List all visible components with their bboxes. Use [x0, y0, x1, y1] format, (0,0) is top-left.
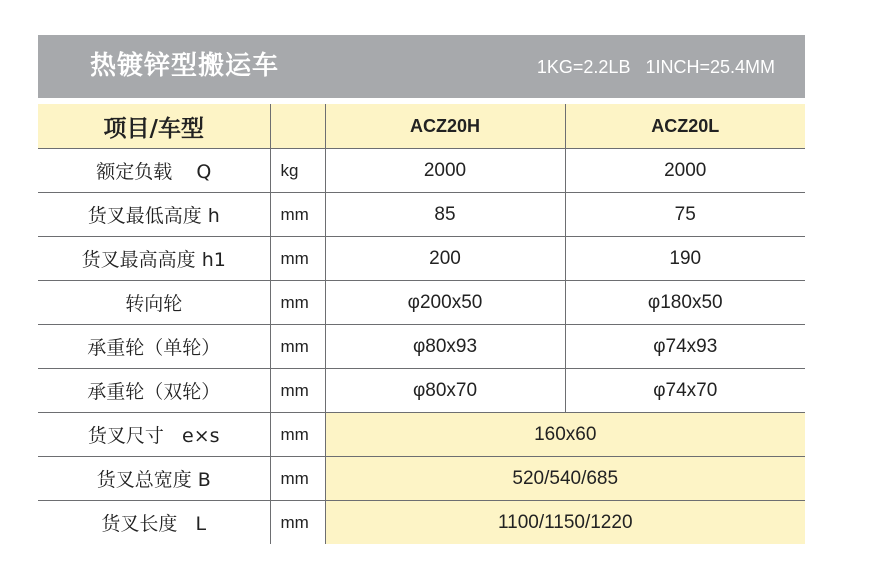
row-param: 货叉最低高度 h — [38, 193, 270, 237]
row-value-model-2: φ180x50 — [565, 281, 805, 325]
header-param: 项目/车型 — [38, 104, 270, 149]
row-param: 额定负载 Q — [38, 149, 270, 193]
row-value-model-1: φ80x93 — [325, 325, 565, 369]
row-shared-value: 1100/1150/1220 — [325, 501, 805, 545]
row-param: 货叉总宽度 B — [38, 457, 270, 501]
row-unit: mm — [270, 369, 325, 413]
row-unit: mm — [270, 501, 325, 545]
row-param: 承重轮（双轮） — [38, 369, 270, 413]
header-unit — [270, 104, 325, 149]
table-row — [38, 457, 805, 501]
table-row — [38, 413, 805, 457]
table-row — [38, 149, 805, 193]
row-value-model-2: 190 — [565, 237, 805, 281]
row-value-model-1: 2000 — [325, 149, 565, 193]
table-row — [38, 281, 805, 325]
row-param: 转向轮 — [38, 281, 270, 325]
row-param: 货叉最高高度 h1 — [38, 237, 270, 281]
row-value-model-2: φ74x70 — [565, 369, 805, 413]
table-header-row — [38, 104, 805, 149]
row-shared-value: 520/540/685 — [325, 457, 805, 501]
row-value-model-1: 85 — [325, 193, 565, 237]
header-model-1: ACZ20H — [325, 104, 565, 149]
table-row — [38, 501, 805, 545]
row-value-model-2: φ74x93 — [565, 325, 805, 369]
row-unit: mm — [270, 413, 325, 457]
row-unit: mm — [270, 193, 325, 237]
unit-conversion-note: 1KG=2.2LB 1INCH=25.4MM — [536, 57, 775, 77]
table-row — [38, 193, 805, 237]
row-param: 货叉长度 L — [101, 513, 207, 535]
title-banner — [38, 35, 805, 98]
row-value-model-2: 75 — [565, 193, 805, 237]
row-value-model-1: φ200x50 — [325, 281, 565, 325]
row-param: 承重轮（单轮） — [38, 325, 270, 369]
row-param: 货叉尺寸 e×s — [38, 413, 270, 457]
row-unit: mm — [270, 457, 325, 501]
spec-table — [38, 104, 805, 544]
row-unit: mm — [270, 281, 325, 325]
row-value-model-1: 200 — [325, 237, 565, 281]
row-shared-value: 160x60 — [325, 413, 805, 457]
row-unit: mm — [270, 325, 325, 369]
row-unit: kg — [270, 149, 325, 193]
header-model-2: ACZ20L — [565, 104, 805, 149]
table-row — [38, 237, 805, 281]
row-unit: mm — [270, 237, 325, 281]
row-value-model-2: 2000 — [565, 149, 805, 193]
row-value-model-1: φ80x70 — [325, 369, 565, 413]
table-row — [38, 369, 805, 413]
product-title: 热镀锌型搬运车 — [90, 51, 280, 81]
table-row — [38, 325, 805, 369]
